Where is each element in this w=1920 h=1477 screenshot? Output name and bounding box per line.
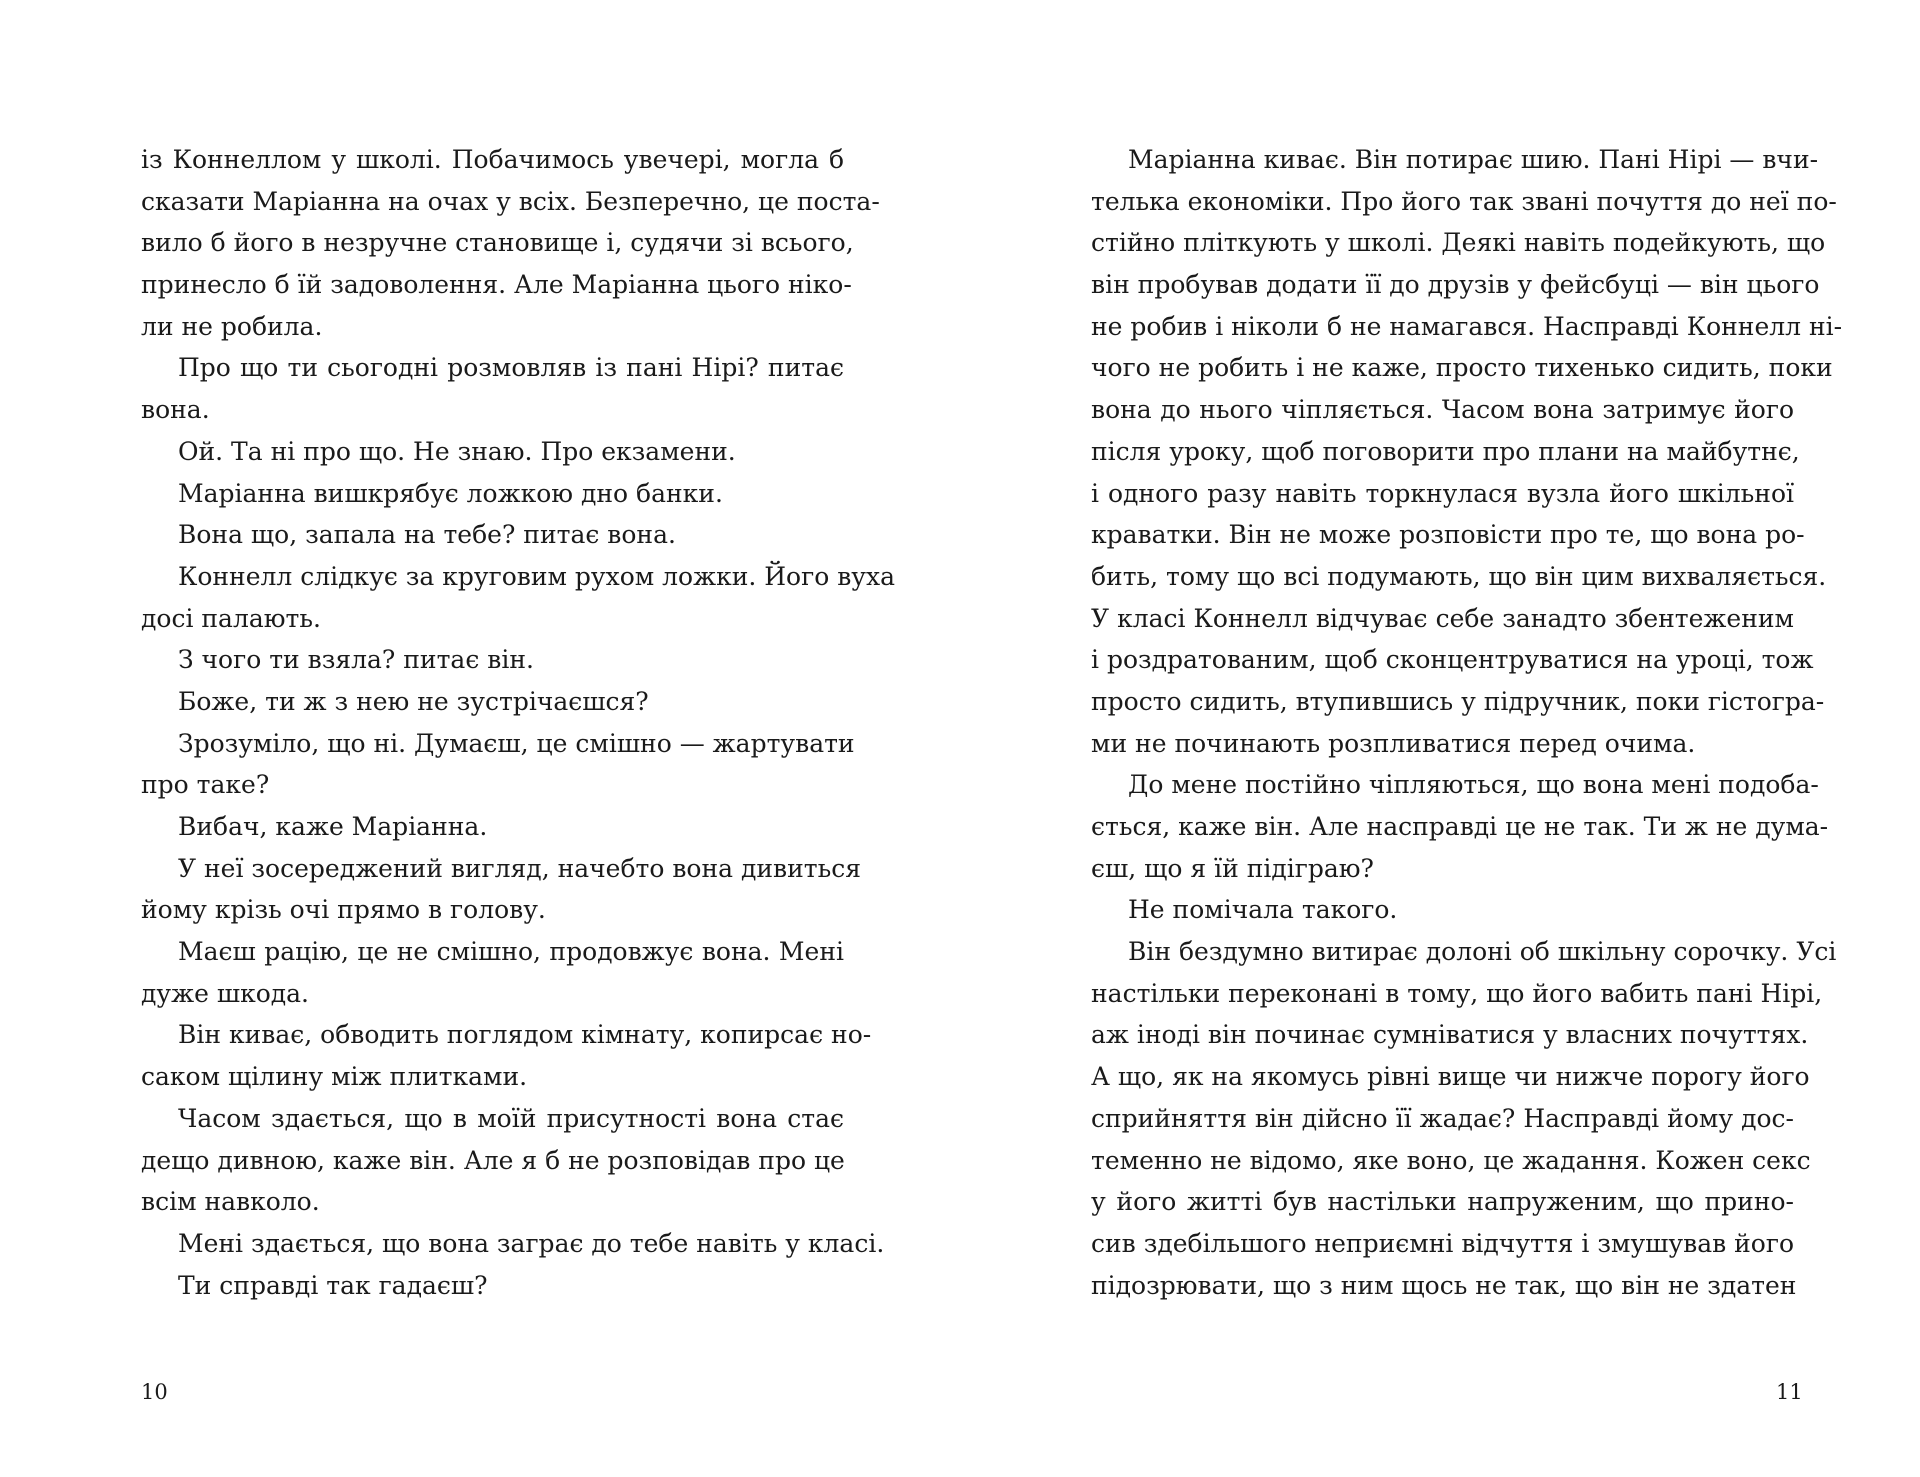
text-line: дуже шкода. [141,978,310,1008]
text-line: Він киває, обводить поглядом кімнату, копирсає но- [178,1020,872,1050]
page-number-right: 11 [1776,1380,1803,1404]
text-line: А що, як на якомусь рівні вище чи нижче порогу його [1091,1062,1810,1092]
text-line: З чого ти взяла? питає він. [178,645,534,675]
text-line: чого не робить і не каже, просто тихенько сидить, поки [1091,353,1833,383]
text-line: саком щілину між плитками. [141,1062,528,1092]
left-page-text [141,139,895,1306]
text-line: і одного разу навіть торкнулася вузла його шкільної [1091,478,1794,508]
right-page-text [1091,139,1843,1306]
text-line: Зрозуміло, що ні. Думаєш, це смішно — жартувати [178,728,855,758]
text-line: Часом здається, що в моїй присутності вона стає [178,1103,844,1133]
text-line: із Коннеллом у школі. Побачимось увечері, могла б [141,145,844,174]
text-line: У класі Коннелл відчуває себе занадто збентеженим [1091,603,1794,633]
text-line: аж іноді він починає сумніватися у власних почуттях. [1091,1020,1809,1050]
text-line: Мені здається, що вона заграє до тебе навіть у класі. [178,1228,885,1258]
text-line: він пробував додати її до друзів у фейсбуці — він цього [1091,270,1820,300]
text-line: Ти справді так гадаєш? [178,1270,488,1300]
text-line: вона. [141,395,210,425]
text-line: Не помічала такого. [1128,895,1398,925]
text-line: йому крізь очі прямо в голову. [141,895,546,925]
text-line: теменно не відомо, яке воно, це жадання. Кожен секс [1091,1145,1811,1175]
text-line: Вибач, каже Маріанна. [178,812,488,841]
text-line: вило б його в незручне становище і, судячи зі всього, [141,228,854,258]
text-line: Маріанна киває. Він потирає шию. Пані Нірі — вчи- [1128,145,1819,174]
text-line: всім навколо. [141,1187,320,1217]
text-line: дещо дивною, каже він. Але я б не розповідав про це [141,1145,845,1175]
text-line: Маріанна вишкрябує ложкою дно банки. [178,478,723,508]
text-line: єш, що я їй підіграю? [1091,853,1374,883]
text-line: Коннелл слідкує за круговим рухом ложки. Його вуха [178,561,895,591]
text-line: вона до нього чіпляється. Часом вона затримує його [1091,395,1794,425]
text-line: принесло б їй задоволення. Але Маріанна цього ніко- [141,270,852,300]
text-line: досі палають. [141,603,321,633]
text-line: краватки. Він не може розповісти про те, що вона ро- [1091,520,1805,550]
text-line: телька економіки. Про його так звані почуття до неї по- [1091,186,1837,216]
text-line: Боже, ти ж з нею не зустрічаєшся? [178,686,649,716]
text-line: після уроку, щоб поговорити про плани на майбутнє, [1091,436,1800,466]
text-line: бить, тому що всі подумають, що він цим вихваляється. [1091,561,1827,591]
text-line: Маєш рацію, це не смішно, продовжує вона. Мені [178,937,844,967]
text-line: стійно пліткують у школі. Деякі навіть подейкують, що [1091,228,1826,258]
right-page [960,0,1920,1477]
text-line: Він бездумно витирає долоні об шкільну сорочку. Усі [1128,937,1837,967]
text-line: ли не робила. [141,311,323,341]
text-line: До мене постійно чіпляються, що вона мені подоба- [1128,770,1819,800]
text-line: Вона що, запала на тебе? питає вона. [178,520,676,550]
text-line: і роздратованим, щоб сконцентруватися на уроці, тож [1091,645,1814,675]
text-line: настільки переконані в тому, що його вабить пані Нірі, [1091,978,1823,1008]
text-line: сказати Маріанна на очах у всіх. Безперечно, це поста- [141,186,880,216]
text-line: про таке? [141,770,270,800]
text-line: сив здебільшого неприємні відчуття і змушував його [1091,1228,1794,1258]
text-line: Ой. Та ні про що. Не знаю. Про екзамени. [178,436,736,466]
text-line: ється, каже він. Але насправді це не так. Ти ж не дума- [1091,812,1829,841]
text-line: ми не починають розпливатися перед очима. [1091,728,1696,758]
text-line: просто сидить, втупившись у підручник, поки гістогра- [1091,686,1825,716]
page-number-left: 10 [141,1380,168,1404]
text-line: не робив і ніколи б не намагався. Насправді Коннелл ні- [1091,311,1843,341]
text-line: підозрювати, що з ним щось не так, що він не здатен [1091,1270,1797,1300]
text-line: сприйняття він дійсно її жадає? Насправді йому дос- [1091,1103,1794,1133]
text-line: У неї зосереджений вигляд, начебто вона дивиться [178,853,862,883]
text-line: у його житті був настільки напруженим, що прино- [1091,1187,1794,1217]
text-line: Про що ти сьогодні розмовляв із пані Нірі? питає [178,353,844,383]
